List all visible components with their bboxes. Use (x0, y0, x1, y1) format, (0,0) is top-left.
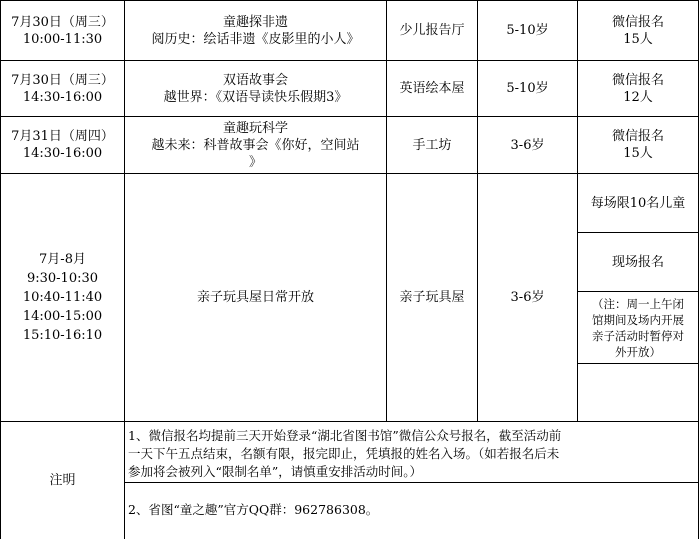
open-row-age: 3-6岁 (510, 290, 545, 305)
open-row-date: 7月-8月 (39, 252, 86, 267)
open-row-subdivider-3 (577, 363, 699, 364)
row3-title: 童趣玩科学 (222, 120, 288, 136)
row3-date: 7月31日（周四） (11, 129, 114, 144)
row3-quota: 15人 (623, 146, 653, 161)
row2-activity-cell (125, 61, 386, 116)
open-row-time-1: 9:30-10:30 (26, 271, 99, 286)
row2-signup: 微信报名 (611, 72, 664, 88)
row2-venue: 英语绘本屋 (399, 81, 465, 96)
note-1-line-3: 参加将会被列入“限制名单”，请慎重安排活动时间。） (128, 464, 423, 479)
row3-age: 3-6岁 (510, 137, 545, 153)
row1-date-cell (1, 1, 124, 60)
row1-venue-cell (387, 1, 477, 60)
row1-signup-cell (578, 1, 698, 60)
note-2 (128, 501, 378, 519)
row3-subtitle-end: 》 (248, 154, 262, 170)
open-row-signup: 现场报名 (611, 254, 664, 270)
row2-date: 7月30日（周三） (11, 72, 114, 88)
row3-activity-cell (125, 117, 386, 173)
open-row-note-line-2: 馆期间及场内开展 (592, 312, 684, 327)
open-row-note-cell (578, 292, 698, 363)
open-row-note-line-3: 亲子活动时暂停对 (592, 328, 684, 343)
row2-venue-cell (387, 61, 477, 116)
open-row-limit-cell (578, 174, 698, 232)
notes-label: 注明 (49, 473, 76, 488)
row1-signup: 微信报名 (611, 14, 664, 30)
row2-quota: 12人 (623, 89, 653, 105)
row2-time: 14:30-16:00 (22, 89, 103, 105)
row1-date: 7月30日（周三） (11, 14, 114, 30)
row2-subtitle: 越世界：《双语导读快乐假期3》 (163, 89, 348, 105)
row1-title: 童趣探非遗 (222, 14, 288, 30)
open-row-venue: 亲子玩具屋 (399, 290, 465, 305)
open-row-activity-cell (125, 174, 386, 421)
open-row-limit: 每场限10名儿童 (590, 195, 686, 211)
open-row-signup-cell (578, 233, 698, 291)
row3-time: 14:30-16:00 (22, 146, 103, 161)
row1-age: 5-10岁 (506, 23, 549, 38)
row3-subtitle: 越未来：科普故事会《你好，空间站 (151, 137, 360, 153)
row1-quota: 15人 (623, 31, 653, 47)
notes-divider (124, 482, 699, 483)
notes-label-cell (1, 422, 124, 539)
row3-venue: 手工坊 (412, 137, 452, 153)
open-row-date-cell (1, 174, 124, 421)
row2-title: 双语故事会 (222, 72, 288, 88)
note-1-line-1: 1、微信报名均提前三天开始登录“湖北省图书馆”微信公众号报名，截至活动前 (128, 428, 562, 443)
row2-age: 5-10岁 (506, 81, 549, 96)
row2-signup-cell (578, 61, 698, 116)
row1-activity-cell (125, 1, 386, 60)
row3-date-cell (1, 117, 124, 173)
open-row-title: 亲子玩具屋日常开放 (196, 290, 314, 305)
row1-age-cell (478, 1, 577, 60)
open-row-venue-cell (387, 174, 477, 421)
row1-venue: 少儿报告厅 (399, 23, 465, 38)
note-1-line-2: 一天下午五点结束，名额有限，报完即止，凭填报的姓名入场。（如若报名后未 (128, 446, 560, 461)
row3-signup: 微信报名 (611, 129, 664, 144)
open-row-note-line-1: （注：周一上午闭 (592, 296, 684, 311)
row2-age-cell (478, 61, 577, 116)
row3-signup-cell (578, 117, 698, 173)
row3-venue-cell (387, 117, 477, 173)
note-1 (128, 427, 561, 481)
row3-age-cell (478, 117, 577, 173)
note-2-text: 2、省图“童之趣”官方QQ群：962786308。 (128, 502, 379, 517)
row1-subtitle: 阅历史：绘话非遗《皮影里的小人》 (151, 31, 360, 47)
open-row-age-cell (478, 174, 577, 421)
row2-date-cell (1, 61, 124, 116)
row1-time: 10:00-11:30 (22, 31, 103, 47)
open-row-time-2: 10:40-11:40 (22, 290, 103, 305)
open-row-note-line-4: 外开放） (615, 344, 661, 359)
open-row-time-4: 15:10-16:10 (22, 328, 103, 343)
open-row-time-3: 14:00-15:00 (22, 309, 103, 324)
